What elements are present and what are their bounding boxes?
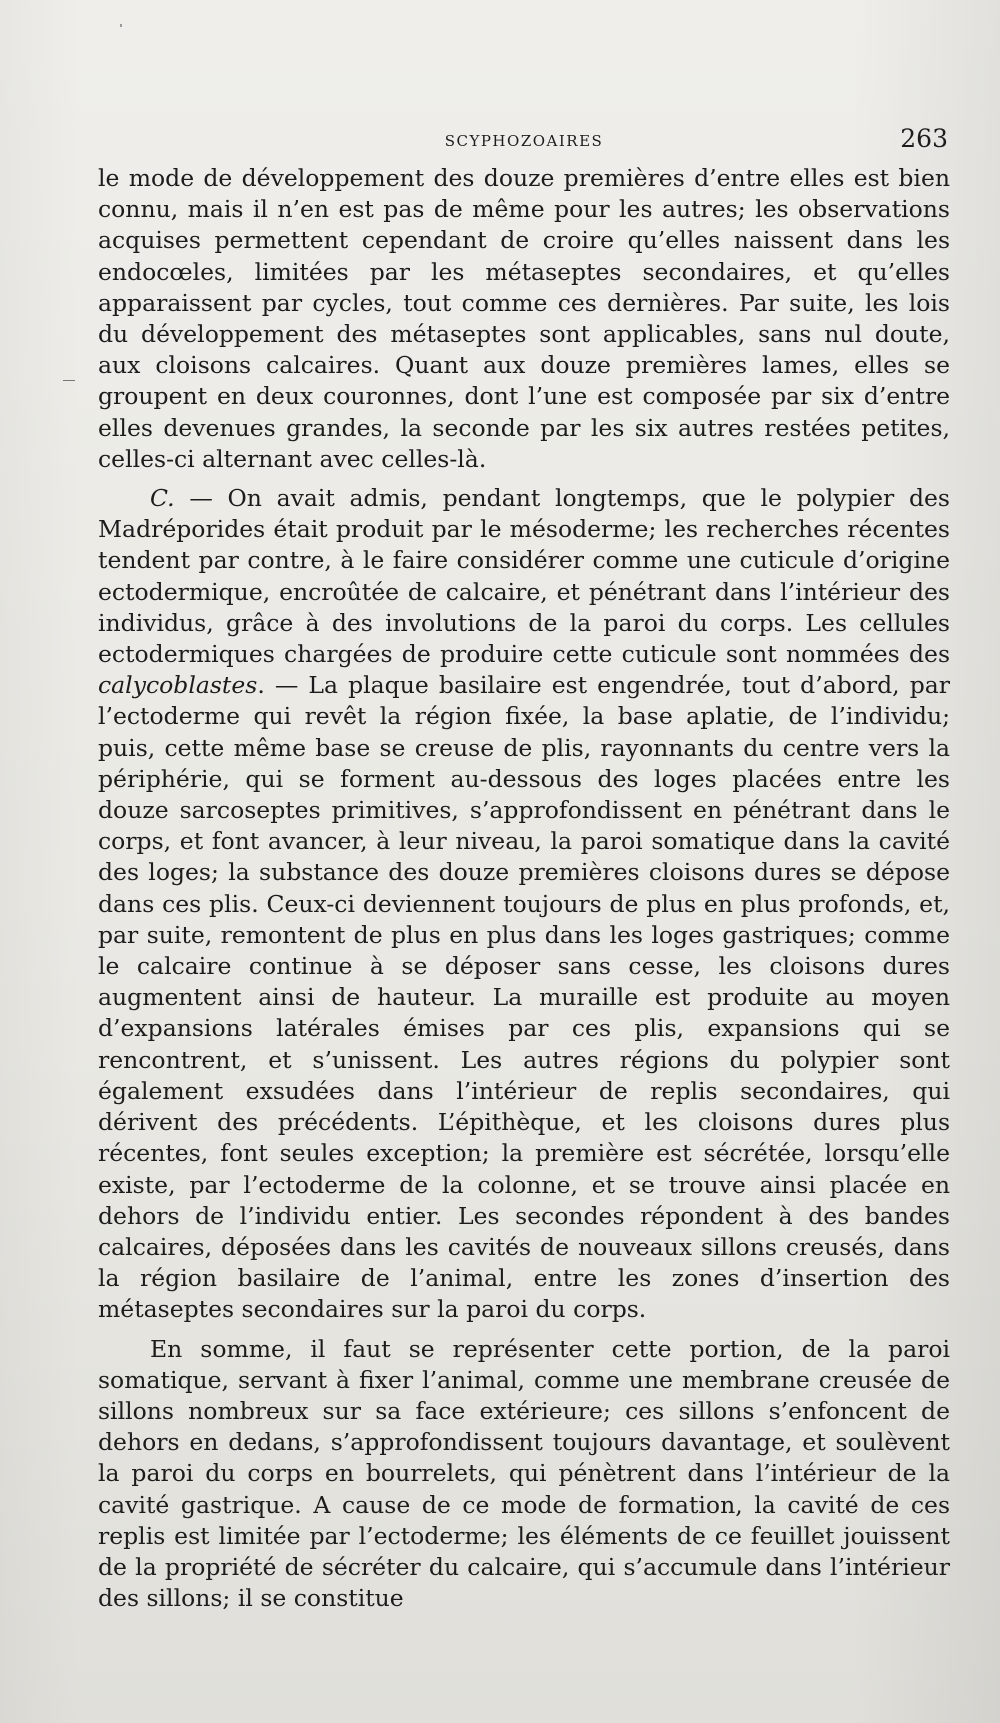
page-number: 263 — [900, 124, 948, 153]
paragraph-2 — [98, 483, 950, 1325]
margin-mark — [63, 380, 75, 381]
body-text — [98, 163, 950, 1614]
running-header — [100, 124, 948, 154]
paragraph-1: le mode de développement des douze premières d’entre elles est bien connu, mais il n’en est pas de même pour les autres; les observations acquises permettent cependant de croire qu’elles naissent dans les endocœles, limitées par les métaseptes secondaires, et qu’elles apparaissent par cycles, tout comme ces dernières. Par suite, les lois du développement des métaseptes sont applicables, sans nul doute, aux cloisons calcaires. Quant aux douze premières lames, elles se groupent en deux couronnes, dont l’une est composée par six d’entre elles devenues grandes, la seconde par les six autres restées petites, celles-ci alternant avec celles-là. — [98, 164, 950, 473]
paragraph-3: En somme, il faut se représenter cette portion, de la paroi somatique, servant à fixer l’animal, comme une membrane creusée de sillons nombreux sur sa face extérieure; ces sillons s’enfoncent de dehors en dedans, s’approfondissent toujours davantage, et soulèvent la paroi du corps en bourrelets, qui pénètrent dans l’intérieur de la cavité gastrique. A cause de ce mode de formation, la cavité de ces replis est limitée par l’ectoderme; les éléments de ce feuillet jouissent de la propriété de sécréter du calcaire, qui s’accumule dans l’intérieur des sillons; il se constitue — [98, 1334, 950, 1613]
margin-speck — [120, 24, 122, 27]
paragraph-2-text-a: — On avait admis, pendant longtemps, que le polypier des Madréporides était produit par le mésoderme; les recherches récentes tendent par contre, à le faire considérer comme une cuticule d’origine ectodermique, encroûtée de calcaire, et pénétrant dans l’intérieur des individus, grâce à des involutions de la paroi du corps. Les cellules ectodermiques chargées de produire cette cuticule sont nommées des — [98, 484, 950, 669]
paragraph-2-text-b: . — La plaque basilaire est engendrée, tout d’abord, par l’ectoderme qui revêt la région fixée, la base aplatie, de l’individu; puis, cette même base se creuse de plis, rayonnants du centre vers la périphérie, qui se forment au-dessous des loges placées entre les douze sarcoseptes primitives, s’approfondissent en pénétrant dans le corps, et font avancer, à leur niveau, la paroi somatique dans la cavité des loges; la substance des douze premières cloisons dures se dépose dans ces plis. Ceux-ci deviennent toujours de plus en plus profonds, et, par suite, remontent de plus en plus dans les loges gastriques; comme le calcaire continue à se déposer sans cesse, les cloisons dures augmentent ainsi de hauteur. La muraille est produite au moyen d’expansions latérales émises par ces plis, expansions qui se rencontrent, et s’unissent. Les autres régions du polypier sont également exsudées dans l’intérieur de replis secondaires, qui dérivent des précédents. L’épithèque, et les cloisons dures plus récentes, font seules exception; la première est sécrétée, lorsqu’elle existe, par l’ectoderme de la colonne, et se trouve ainsi placée en dehors de l’individu entier. Les secondes répondent à des bandes calcaires, déposées dans les cavités de nouveaux sillons creusés, dans la région basilaire de l’animal, entre les zones d’insertion des métaseptes secondaires sur la paroi du corps. — [98, 671, 950, 1324]
running-title: SCYPHOZOAIRES — [444, 132, 604, 150]
italic-term: calycoblastes — [98, 671, 258, 700]
section-label: C. — [150, 484, 175, 513]
